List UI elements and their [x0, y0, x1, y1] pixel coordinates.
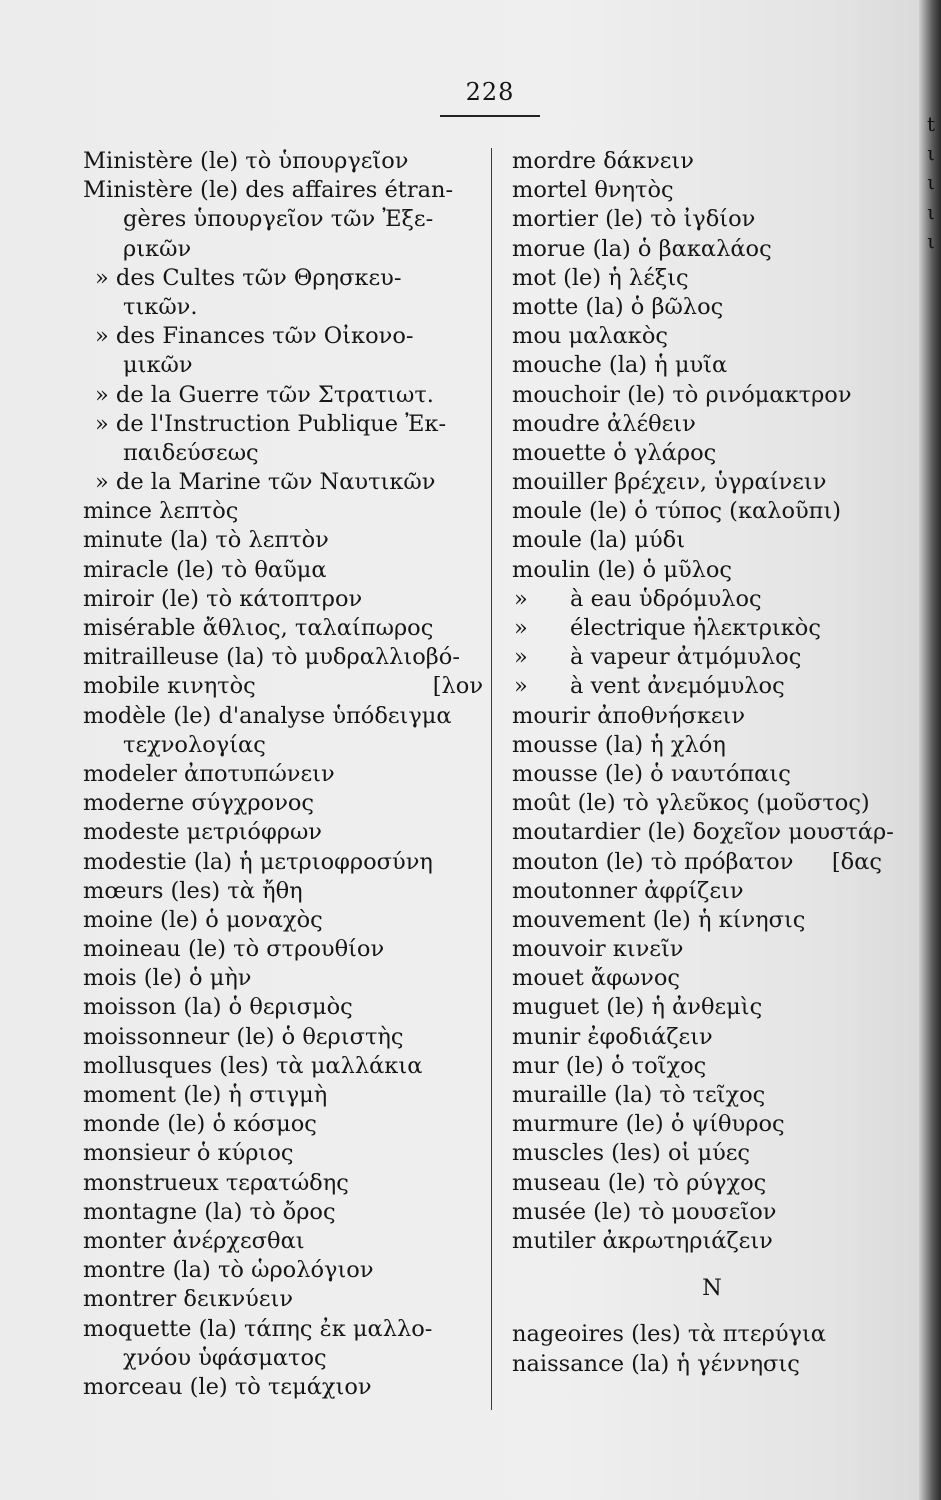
entry-line: moine (le) ὁ μοναχὸς — [83, 906, 323, 933]
entry-line: modeste μετριόφρων — [83, 819, 322, 846]
entry-line: Ministère (le) τὸ ὑπουργεῖον — [83, 148, 409, 174]
entry-continuation: παιδεύσεως — [123, 439, 259, 466]
entry-line: mot (le) ἡ λέξις — [512, 264, 689, 291]
entry-line: museau (le) τὸ ρύγχος — [512, 1169, 767, 1196]
entry-line: mortel θνητὸς — [512, 177, 674, 204]
entry-line: montagne (la) τὸ ὄρος — [83, 1198, 336, 1225]
entry-line: mousse (la) ἡ χλόη — [512, 731, 726, 758]
entry-line: moissonneur (le) ὁ θεριστὴς — [83, 1023, 404, 1050]
entry-line: miroir (le) τὸ κάτοπτρον — [83, 585, 363, 612]
entry-line: mouiller βρέχειν, ὑγραίνειν — [512, 469, 827, 496]
section-letter-heading: N — [702, 1275, 722, 1302]
entry-line: moquette (la) τάπης ἐκ μαλλο- — [83, 1315, 433, 1342]
entry-line: musée (le) τὸ μουσεῖον — [512, 1198, 777, 1225]
entry-line: modèle (le) d'analyse ὑπόδειγμα — [83, 702, 452, 729]
line-tail-fragment: [λον — [432, 673, 483, 700]
entry-line: moulin (le) ὁ μῦλος — [512, 556, 733, 583]
entry-line: Ministère (le) des affaires étran- — [83, 177, 454, 204]
ditto-mark: » — [514, 585, 528, 612]
entry-line: morceau (le) τὸ τεμάχιον — [83, 1373, 372, 1400]
sub-entry-line: » de la Marine τῶν Ναυτικῶν — [95, 469, 436, 496]
entry-line: motte (la) ὁ βῶλος — [512, 293, 724, 320]
entry-line: minute (la) τὸ λεπτὸν — [83, 527, 329, 554]
entry-line: moineau (le) τὸ στρουθίον — [83, 936, 385, 963]
sub-entry-line — [512, 672, 872, 701]
entry-line: mutiler ἀκρωτηριάζειν — [512, 1227, 773, 1254]
ditto-mark: » — [514, 615, 528, 641]
entry-line: moudre ἀλέθειν — [512, 410, 696, 437]
sub-entry-line: » des Finances τῶν Οἰκονο- — [95, 323, 414, 350]
entry-line: modestie (la) ἡ μετριοφροσύνη — [83, 848, 433, 875]
entry-continuation: τικῶν. — [123, 293, 198, 320]
left-column — [83, 147, 483, 1402]
entry-line: moisson (la) ὁ θερισμὸς — [83, 994, 353, 1021]
entry-continuation: gères ὑπουργεῖον τῶν Ἐξε- — [123, 206, 434, 233]
entry-line: miracle (le) τὸ θαῦμα — [83, 556, 327, 583]
bleed-char: ι — [927, 199, 935, 224]
entry-line: mollusques (les) τὰ μαλλάκια — [83, 1052, 423, 1079]
entry-line: moule (le) ὁ τύπος (καλοῦπι) — [512, 498, 842, 525]
sub-entry-text: électrique ἠλεκτρικὸς — [570, 615, 821, 641]
sub-entry-text: à eau ὑδρόμυλος — [570, 585, 762, 612]
adjacent-page-text — [925, 110, 937, 256]
entry-line: moule (la) μύδι — [512, 527, 686, 554]
entry-line: monde (le) ὁ κόσμος — [83, 1111, 317, 1138]
sub-entry-text: à vent ἀνεμόμυλος — [570, 673, 785, 700]
bleed-char: ι — [927, 170, 935, 195]
entry-line: mouvement (le) ἡ κίνησις — [512, 906, 806, 933]
ditto-mark: » — [514, 673, 528, 700]
entry-line: muguet (le) ἡ ἀνθεμὶς — [512, 994, 763, 1021]
entry-line: moderne σύγχρονος — [83, 790, 315, 817]
entry-line: moment (le) ἡ στιγμὴ — [83, 1082, 328, 1108]
page-number-rule — [440, 115, 540, 117]
entry-line: mouchoir (le) τὸ ρινόμακτρον — [512, 381, 852, 408]
ditto-mark: » — [514, 644, 528, 671]
entry-line: muraille (la) τὸ τεῖχος — [512, 1082, 766, 1108]
bleed-char: ι — [927, 141, 935, 166]
entry-line: mou μαλακὸς — [512, 323, 669, 350]
entry-line: naissance (la) ἡ γέννησις — [512, 1350, 800, 1377]
entry-line: mince λεπτὸς — [83, 498, 239, 525]
entry-line: mourir ἀποθνήσκειν — [512, 702, 746, 729]
entry-continuation: μικῶν — [123, 352, 193, 379]
entry-line: mœurs (les) τὰ ἤθη — [83, 877, 303, 904]
entry-continuation: ρικῶν — [123, 235, 192, 262]
entry-line: murmure (le) ὁ ψίθυρος — [512, 1111, 785, 1138]
entry-line: mois (le) ὁ μὴν — [83, 965, 252, 992]
entry-line — [512, 848, 882, 877]
entry-line: moût (le) τὸ γλεῦκος (μοῦστος) — [512, 790, 870, 817]
entry-line: mousse (le) ὁ ναυτόπαις — [512, 760, 791, 787]
page-number: 228 — [465, 78, 515, 106]
sub-entry-line: » de la Guerre τῶν Στρατιωτ. — [95, 381, 434, 408]
entry-line: monsieur ὁ κύριος — [83, 1140, 294, 1167]
entry-continuation: τεχνολογίας — [123, 731, 266, 758]
entry-continuation: χνόου ὑφάσματος — [123, 1344, 327, 1371]
entry-line: morue (la) ὁ βακαλάος — [512, 235, 772, 262]
entry-line: mur (le) ὁ τοῖχος — [512, 1052, 707, 1079]
entry-line: montre (la) τὸ ὡρολόγιον — [83, 1257, 374, 1284]
entry-line: mouette ὁ γλάρος — [512, 439, 717, 466]
column-divider — [491, 148, 492, 1410]
entry-line: mortier (le) τὸ ἰγδίον — [512, 206, 756, 233]
entry-line: misérable ἄθλιος, ταλαίπωρος — [83, 615, 434, 641]
sub-entry-line — [512, 585, 872, 614]
sub-entry-line — [512, 643, 872, 672]
entry-line: munir ἐφοδιάζειν — [512, 1023, 713, 1050]
sub-entry-line: » de l'Instruction Publique Ἐκ- — [95, 410, 447, 437]
entry-line: mordre δάκνειν — [512, 148, 694, 174]
entry-line: modeler ἀποτυπώνειν — [83, 760, 335, 787]
adjacent-page-edge — [919, 0, 941, 1500]
right-column — [512, 147, 894, 1379]
entry-line: muscles (les) οἱ μύες — [512, 1140, 751, 1167]
entry-line: nageoires (les) τὰ πτερύγια — [512, 1321, 826, 1348]
bleed-char: t — [926, 112, 936, 136]
line-tail-fragment: [δας — [831, 848, 882, 875]
entry-line: monstrueux τερατώδης — [83, 1169, 349, 1196]
sub-entry-text: à vapeur ἀτμόμυλος — [570, 644, 802, 671]
entry-line: mouvoir κινεῖν — [512, 936, 684, 963]
entry-text: mouton (le) τὸ πρόβατον — [512, 848, 794, 875]
entry-line: mouet ἄφωνος — [512, 965, 681, 992]
entry-line: moutonner ἀφρίζειν — [512, 877, 744, 904]
entry-line: monter ἀνέρχεσθαι — [83, 1227, 305, 1254]
sub-entry-line: » des Cultes τῶν Θρησκευ- — [95, 264, 402, 291]
bleed-char: ι — [927, 228, 935, 253]
entry-line — [83, 672, 483, 701]
entry-line: mitrailleuse (la) τὸ μυδραλλιοβό- — [83, 644, 460, 671]
entry-line: mouche (la) ἡ μυῖα — [512, 352, 728, 379]
sub-entry-line — [512, 614, 872, 643]
entry-line: moutardier (le) δοχεῖον μουστάρ- — [512, 819, 894, 846]
entry-line: montrer δεικνύειν — [83, 1286, 293, 1313]
entry-text: mobile κινητὸς — [83, 673, 256, 700]
